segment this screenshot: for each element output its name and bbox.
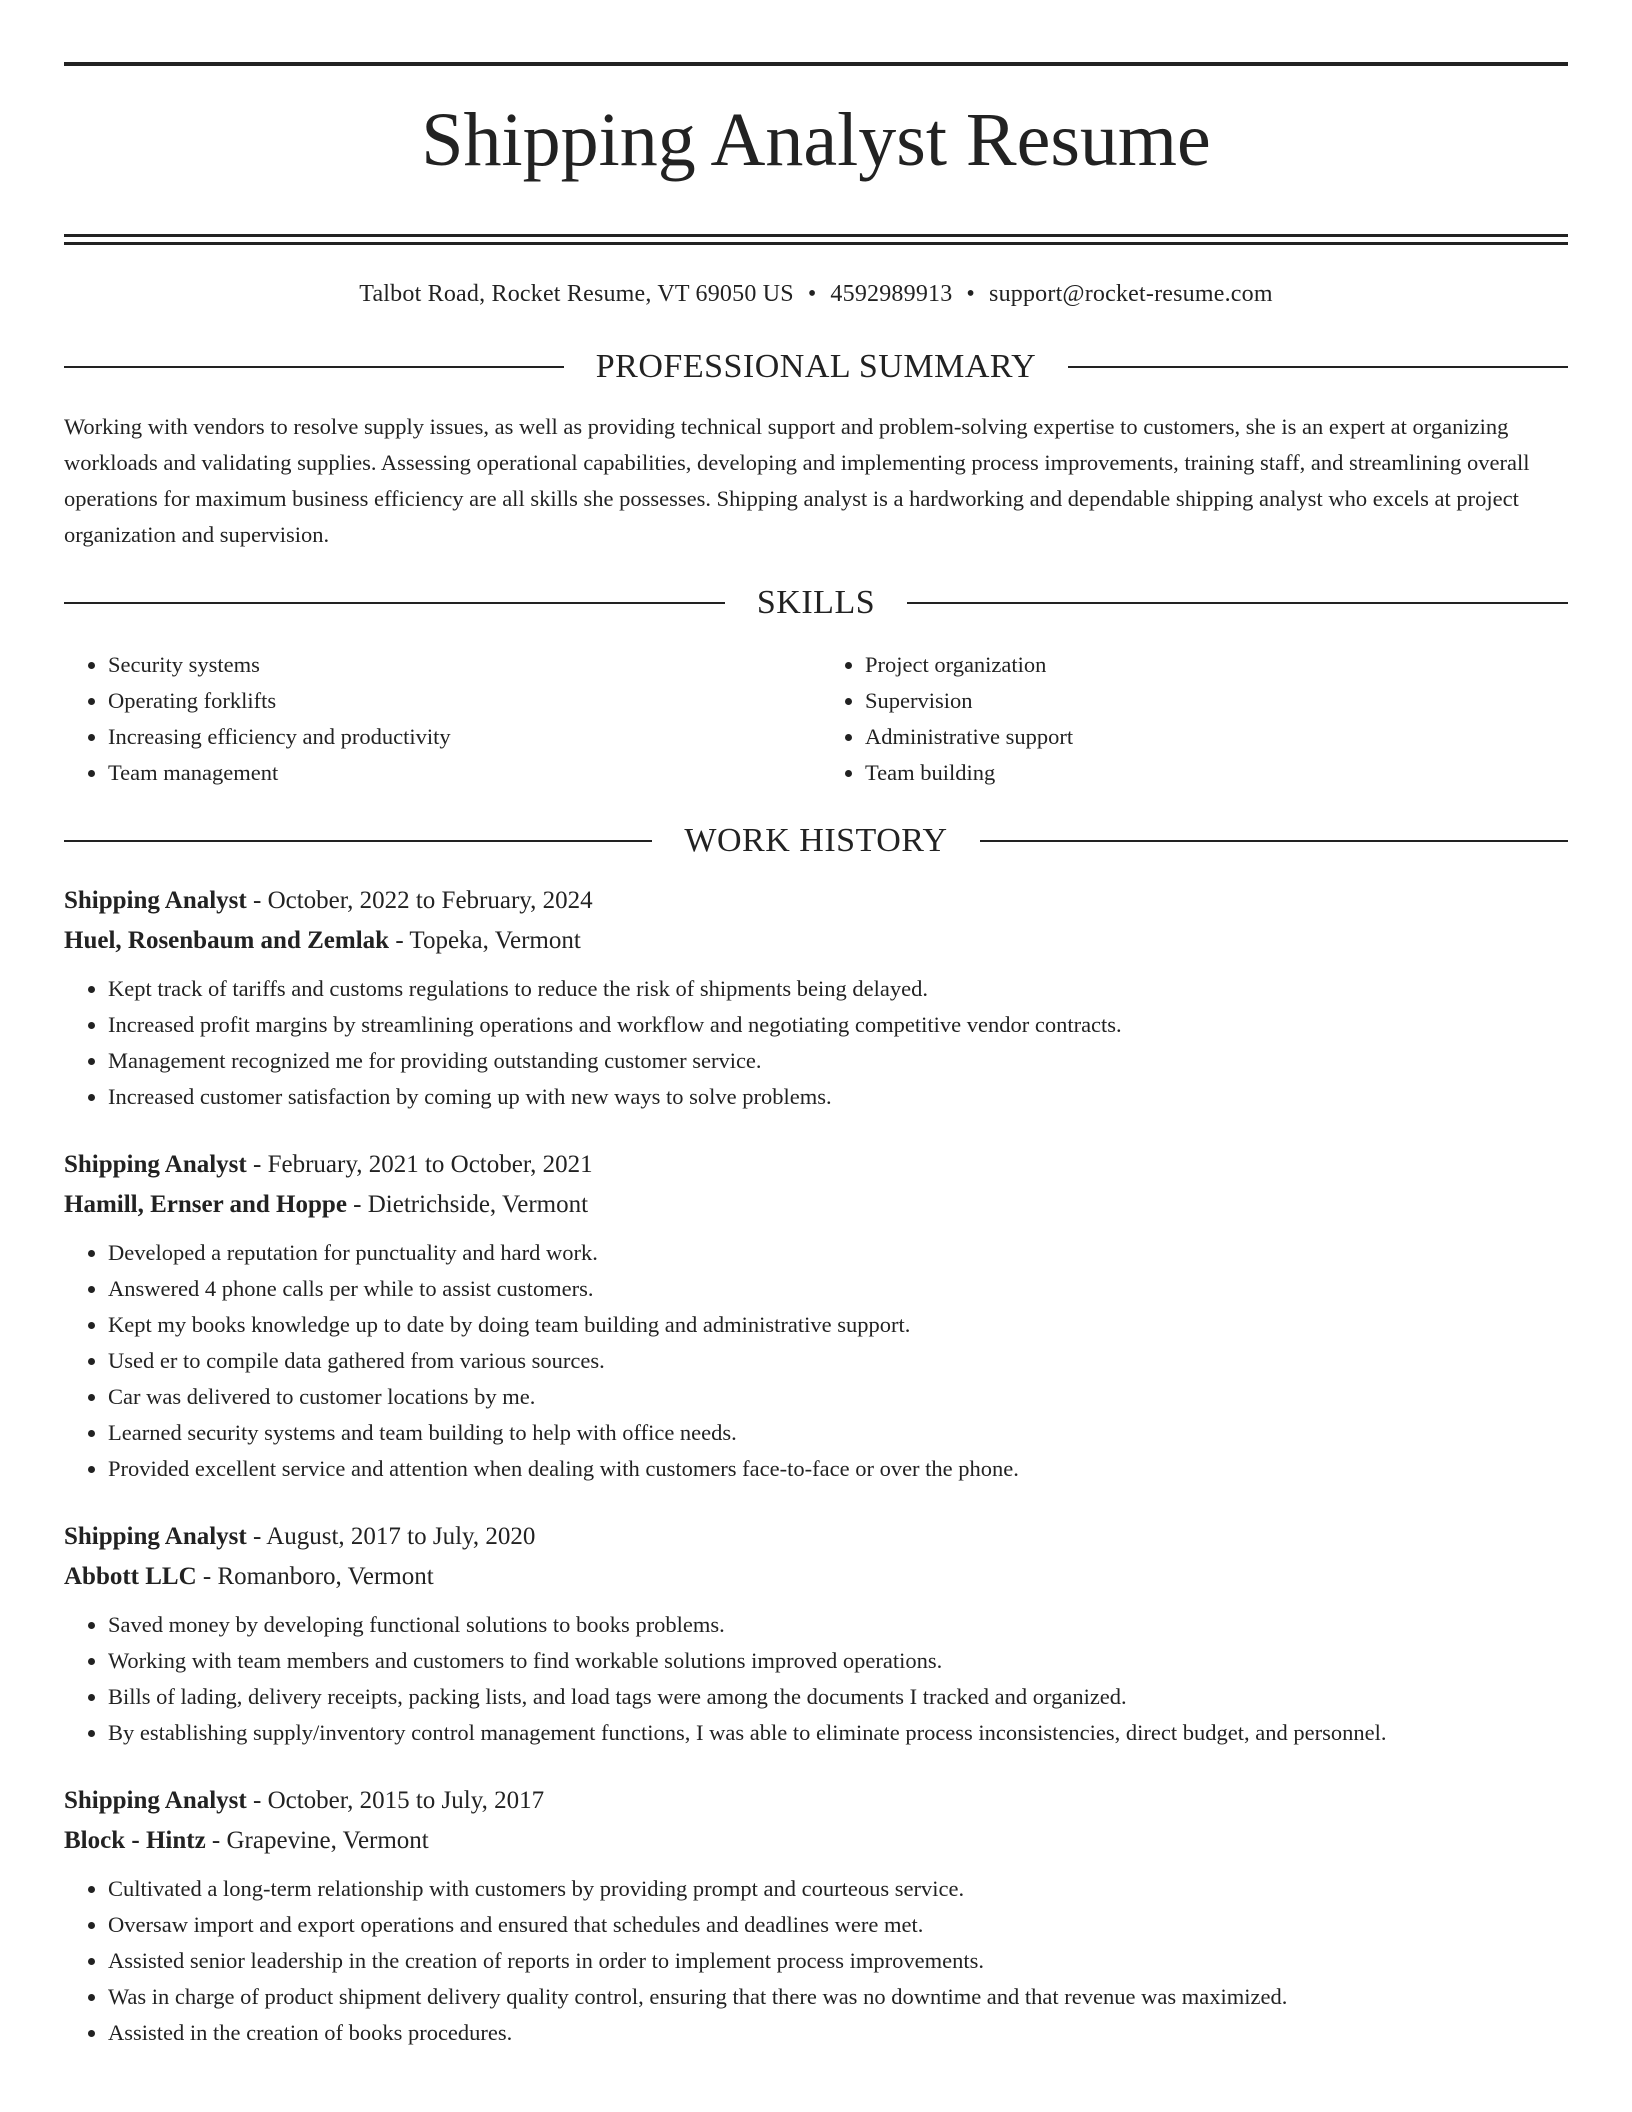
job-bullet: • Kept my books knowledge up to date by doing team building and administrative support.: [108, 1307, 1568, 1343]
job-title-line: [64, 1781, 1568, 1821]
section-heading-skills: [64, 583, 1568, 623]
skills-column-left: [64, 647, 811, 791]
section-title: SKILLS: [756, 584, 876, 621]
top-rule: [64, 62, 1568, 66]
job-title: Shipping Analyst: [64, 1787, 247, 1814]
summary-text: Working with vendors to resolve supply issues, as well as providing technical support and problem-solving expertise to customers, she is an expert at organizing workloads and validating supplies. Assessing operational capabilities, developing and implementing process improvements, training staff, and streamlining overall operations for maximum business efficiency are all skills she possesses. Shipping analyst is a hardworking and dependable shipping analyst who excels at project organization and supervision.: [64, 414, 1530, 547]
job-bullet: • Answered 4 phone calls per while to assist customers.: [108, 1271, 1568, 1307]
skill-item: • Project organization: [865, 647, 1568, 683]
job-company-line: [64, 1185, 1568, 1225]
job-bullet: • Was in charge of product shipment delivery quality control, ensuring that there was no downtime and that revenue was maximized.: [108, 1979, 1568, 2015]
page-title: Shipping Analyst Resume: [421, 98, 1211, 182]
skills-list: [64, 647, 1568, 791]
job-location: - Romanboro, Vermont: [196, 1563, 434, 1590]
job-location: - Topeka, Vermont: [389, 927, 581, 954]
job-company: Huel, Rosenbaum and Zemlak: [64, 927, 390, 954]
job-title: Shipping Analyst: [64, 1151, 247, 1178]
contact-phone: 4592989913: [830, 281, 953, 307]
contact-email: support@rocket-resume.com: [989, 281, 1273, 307]
heading-rule: [64, 366, 564, 368]
heading-rule: [980, 840, 1568, 842]
skill-item: • Operating forklifts: [108, 683, 811, 719]
heading-rule: [1068, 366, 1568, 368]
job-bullet: • Management recognized me for providing outstanding customer service.: [108, 1043, 1568, 1079]
heading-rule: [64, 840, 652, 842]
job-bullet: • Provided excellent service and attention when dealing with customers face-to-face or over the phone.: [108, 1451, 1568, 1487]
heading-rule: [64, 602, 725, 604]
work-history-list: [64, 881, 1568, 2051]
skill-item: • Security systems: [108, 647, 811, 683]
job-company-line: [64, 1821, 1568, 1861]
job-dates: - February, 2021 to October, 2021: [246, 1151, 593, 1178]
job-bullet: • Used er to compile data gathered from various sources.: [108, 1343, 1568, 1379]
job-bullet: • By establishing supply/inventory control management functions, I was able to eliminate process inconsistencies, direct budget, and personnel.: [108, 1715, 1568, 1751]
job-company: Abbott LLC: [64, 1563, 197, 1590]
skills-column-right: [811, 647, 1568, 791]
job-bullet: • Developed a reputation for punctuality and hard work.: [108, 1235, 1568, 1271]
section-title: WORK HISTORY: [684, 822, 948, 859]
job-bullet: • Increased customer satisfaction by coming up with new ways to solve problems.: [108, 1079, 1568, 1115]
job-entry: [64, 1781, 1568, 2051]
job-company-line: [64, 1557, 1568, 1597]
job-entry: [64, 881, 1568, 1115]
double-rule: [64, 234, 1568, 245]
job-company: Hamill, Ernser and Hoppe: [64, 1191, 347, 1218]
job-bullets: [64, 971, 1568, 1115]
job-bullets: [64, 1871, 1568, 2051]
skill-item: • Team building: [865, 755, 1568, 791]
job-title: Shipping Analyst: [64, 887, 247, 914]
job-bullet: • Assisted senior leadership in the creation of reports in order to implement process improvements.: [108, 1943, 1568, 1979]
job-bullet: • Assisted in the creation of books procedures.: [108, 2015, 1568, 2051]
job-location: - Grapevine, Vermont: [205, 1827, 429, 1854]
contact-address: Talbot Road, Rocket Resume, VT 69050 US: [359, 281, 794, 307]
section-title: PROFESSIONAL SUMMARY: [595, 348, 1037, 385]
skill-item: • Administrative support: [865, 719, 1568, 755]
section-heading-summary: [64, 347, 1568, 387]
skill-item: • Increasing efficiency and productivity: [108, 719, 811, 755]
job-bullet: • Saved money by developing functional solutions to books problems.: [108, 1607, 1568, 1643]
contact-line: [64, 279, 1568, 309]
job-bullet: • Cultivated a long-term relationship with customers by providing prompt and courteous service.: [108, 1871, 1568, 1907]
job-title-line: [64, 881, 1568, 921]
contact-separator: •: [807, 281, 817, 307]
job-bullet: • Kept track of tariffs and customs regulations to reduce the risk of shipments being delayed.: [108, 971, 1568, 1007]
heading-rule: [907, 602, 1568, 604]
job-title-line: [64, 1145, 1568, 1185]
job-entry: [64, 1517, 1568, 1751]
section-heading-work: [64, 821, 1568, 861]
job-location: - Dietrichside, Vermont: [346, 1191, 589, 1218]
job-bullet: • Car was delivered to customer locations by me.: [108, 1379, 1568, 1415]
job-dates: - October, 2015 to July, 2017: [246, 1787, 545, 1814]
skill-item: • Supervision: [865, 683, 1568, 719]
job-company-line: [64, 921, 1568, 961]
job-bullet: • Working with team members and customers to find workable solutions improved operations.: [108, 1643, 1568, 1679]
job-title: Shipping Analyst: [64, 1523, 247, 1550]
job-bullet: • Oversaw import and export operations and ensured that schedules and deadlines were met.: [108, 1907, 1568, 1943]
job-bullets: [64, 1607, 1568, 1751]
job-bullet: • Bills of lading, delivery receipts, packing lists, and load tags were among the documents I tracked and organized.: [108, 1679, 1568, 1715]
job-dates: - August, 2017 to July, 2020: [246, 1523, 536, 1550]
job-bullets: [64, 1235, 1568, 1487]
job-title-line: [64, 1517, 1568, 1557]
job-dates: - October, 2022 to February, 2024: [246, 887, 593, 914]
skill-item: • Team management: [108, 755, 811, 791]
job-entry: [64, 1145, 1568, 1487]
job-bullet: • Learned security systems and team building to help with office needs.: [108, 1415, 1568, 1451]
contact-separator: •: [966, 281, 976, 307]
job-company: Block - Hintz: [64, 1827, 206, 1854]
job-bullet: • Increased profit margins by streamlining operations and workflow and negotiating competitive vendor contracts.: [108, 1007, 1568, 1043]
